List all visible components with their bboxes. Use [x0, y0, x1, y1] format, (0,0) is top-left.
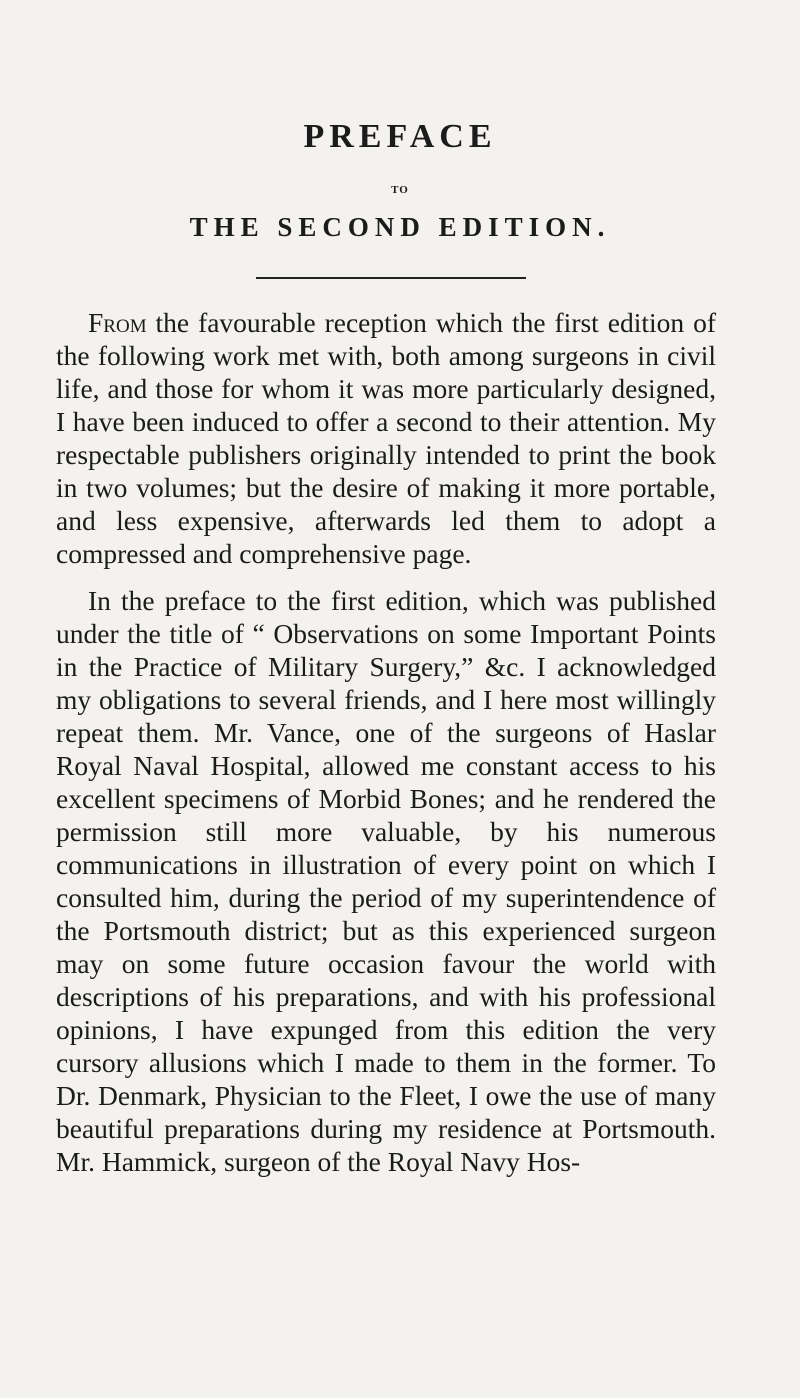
paragraph-text: In the preface to the first edition, which was published under the title of “ Observations on some Important Points in the Practice of Military Surgery,” &c. I acknowledged my obligations to several friends, and I here most willingly repeat them. Mr. Vance, one of the surgeons of Haslar Royal Naval Hospital, allowed me constant access to his excellent specimens of Morbid Bones; and he rendered the permission still more valuable, by his numerous communications in illustration of every point on which I consulted him, during the period of my superintendence of the Portsmouth district; but as this experienced surgeon may on some future occasion favour the world with descriptions of his preparations, and with his professional opinions, I have expunged from this edition the very cursory allusions which I made to them in the former. To Dr. Denmark, Physician to the Fleet, I owe the use of many beautiful preparations during my residence at Portsmouth. Mr. Hammick, surgeon of the Royal Navy Hos- — [56, 585, 716, 1177]
paragraph-1 — [56, 306, 716, 570]
preface-body — [56, 306, 716, 1192]
page-title: PREFACE — [303, 118, 497, 155]
paragraph-2 — [56, 584, 716, 1178]
paragraph-lead: From — [88, 307, 147, 338]
paragraph-text: the favourable reception which the first edition of the following work met with, both among surgeons in civil life, and those for whom it was more particularly designed, I have been induced to offer a second to their attention. My respectable publishers originally intended to print the book in two volumes; but the desire of making it more portable, and less expensive, afterwards led them to adopt a compressed and comprehensive page. — [56, 307, 716, 569]
page-subtitle: THE SECOND EDITION. — [189, 212, 611, 242]
title-connector: TO — [391, 184, 409, 196]
title-rule — [256, 277, 526, 279]
